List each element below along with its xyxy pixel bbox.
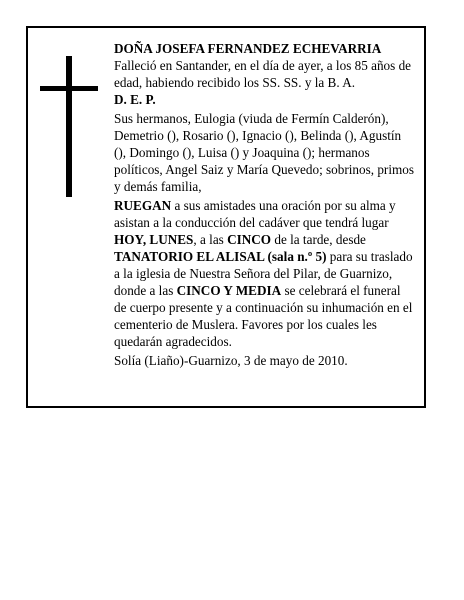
obituary-notice — [26, 26, 426, 408]
notice-text — [114, 40, 416, 369]
death-announcement: Falleció en Santander, en el día de ayer, a los 85 años de edad, habiendo recibido los SS. SS. y la B. A. — [114, 58, 412, 90]
cross-vertical-bar — [66, 56, 72, 197]
funeral-home: TANATORIO EL ALISAL (sala n.º 5) — [114, 249, 327, 264]
funeral-day: HOY, LUNES — [114, 232, 194, 247]
cross-horizontal-bar — [40, 86, 98, 91]
funeral-hour: CINCO Y MEDIA — [176, 283, 282, 298]
ruegan-word: RUEGAN — [114, 198, 172, 213]
family-list: Sus hermanos, Eulogia (viuda de Fermín Calderón), Demetrio (), Rosario (), Ignacio (), Belinda (), Agustín (), Domingo (), Luisa () y Joaquina (); hermanos políticos, Angel Saiz y María Quevedo; sobrinos, primos y demás familia, — [114, 111, 414, 194]
procession-hour: CINCO — [227, 232, 272, 247]
funeral-request: RUEGAN a sus amistades una oración por su alma y asistan a la conducción del cadáver que tendrá lugar HOY, LUNES, a las CINCO de la tarde, desde TANATORIO EL ALISAL (sala n.º 5) para su traslado a la iglesia de Nuestra Señora del Pilar, de Guarnizo, donde a las CINCO Y MEDIA se celebrará el funeral de cuerpo presente y a continuación su inhumación en el cementerio de Muslera. Favores por los cuales les quedarán agradecidos. — [114, 198, 413, 349]
place-and-date: Solía (Liaño)-Guarnizo, 3 de mayo de 2010. — [114, 353, 348, 368]
deceased-name: DOÑA JOSEFA FERNANDEZ ECHEVARRIA — [114, 41, 382, 56]
rip-line: D. E. P. — [114, 92, 156, 107]
